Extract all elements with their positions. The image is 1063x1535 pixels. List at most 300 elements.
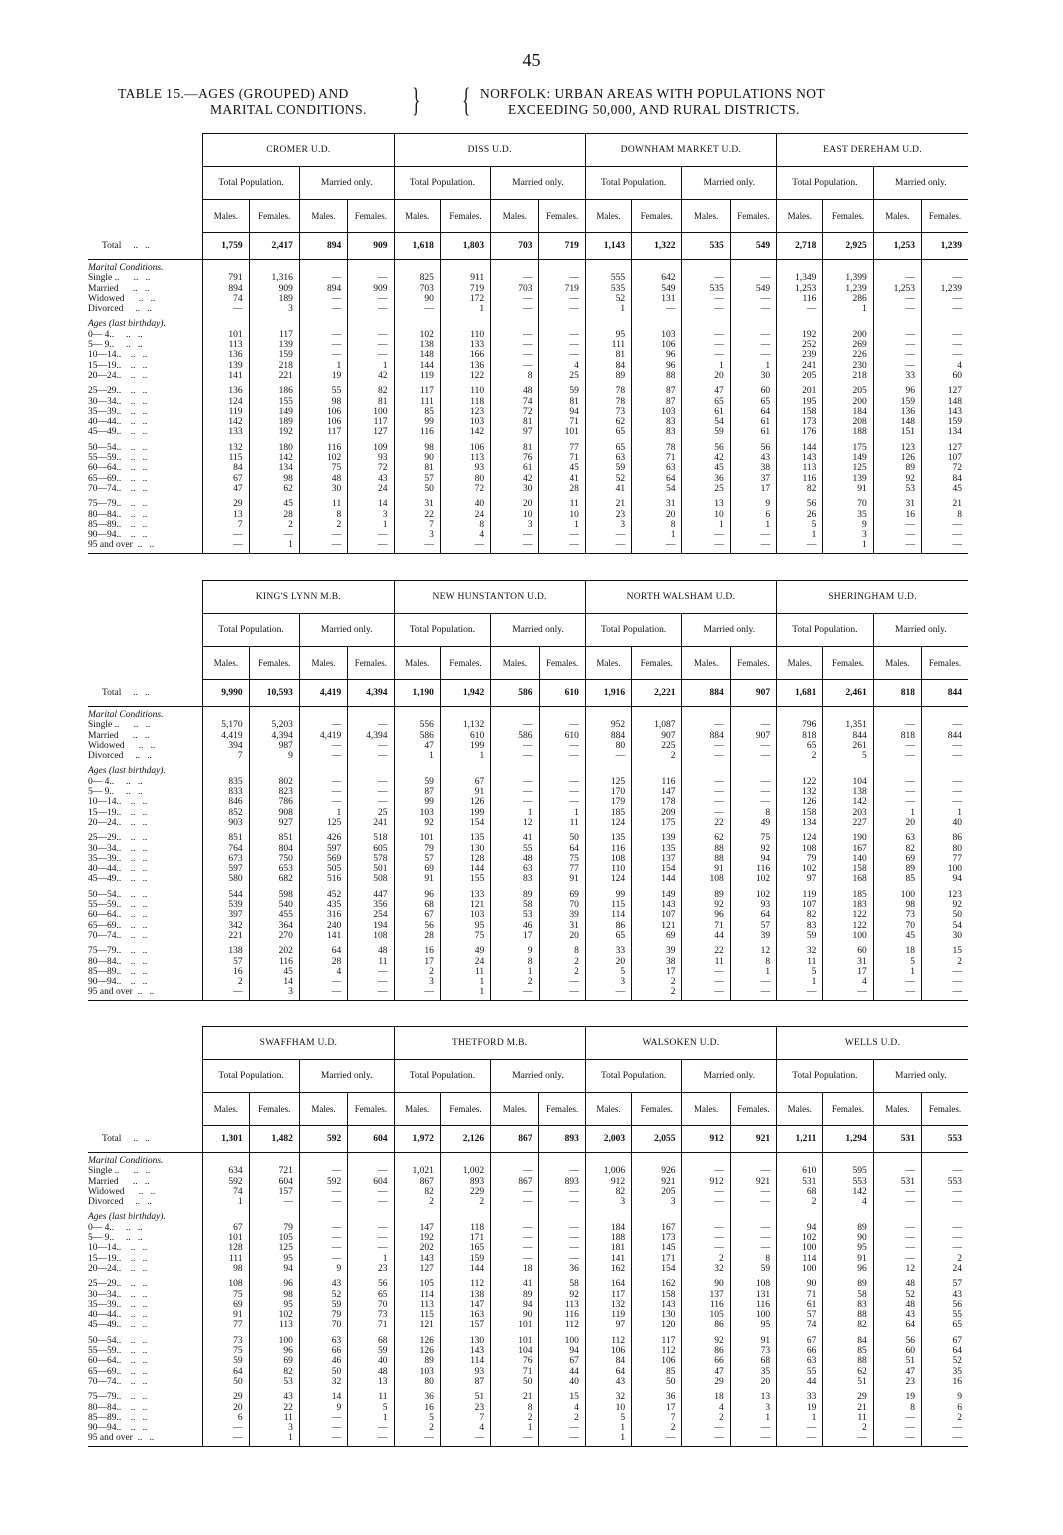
- value-cell: 116: [279, 956, 293, 967]
- value-cell: 447: [373, 889, 388, 900]
- value-cell: 64: [952, 1346, 962, 1357]
- value-cell: 67: [233, 473, 243, 484]
- value-cell-stack: [682, 383, 730, 439]
- value-cell: 48: [378, 1366, 388, 1377]
- value-cell: 155: [278, 396, 293, 407]
- value-cell: 70: [569, 900, 579, 911]
- value-cell: 5: [811, 966, 817, 977]
- total-population-header: Total Population.: [585, 1060, 682, 1093]
- value-cell-stack: [249, 943, 299, 1000]
- value-cell: 93: [474, 463, 485, 474]
- males-header: Males.: [299, 200, 347, 233]
- value-cell-stack: [203, 440, 249, 496]
- value-cell: 113: [419, 1299, 434, 1310]
- value-cell: 81: [424, 463, 434, 474]
- females-header: Females.: [539, 200, 585, 233]
- value-cell: —: [283, 530, 293, 541]
- females-header: Females.: [539, 647, 585, 680]
- value-cell-stack: [394, 316, 440, 383]
- value-cell-stack: [249, 1389, 299, 1446]
- value-cell: —: [905, 1433, 915, 1444]
- value-cell: 1: [811, 977, 817, 988]
- value-cell: 1: [336, 807, 342, 818]
- value-cell-stack: [440, 1389, 490, 1446]
- value-cell-stack: [440, 1153, 490, 1210]
- row-label: 80—84.. .. ..: [88, 1402, 148, 1413]
- value-cell: 64: [665, 473, 676, 484]
- value-cell: 578: [373, 853, 388, 864]
- value-cell: 25: [569, 370, 579, 381]
- value-cell-stack: [873, 440, 921, 496]
- value-cell-stack: [491, 440, 539, 496]
- value-cell-stack: [491, 943, 539, 1000]
- value-cell: 62: [857, 1366, 867, 1377]
- value-cell-stack: [249, 260, 299, 317]
- value-cell: 227: [852, 817, 867, 828]
- value-cell: 144: [419, 360, 434, 371]
- value-cell: 33: [905, 370, 916, 381]
- row-label-group: [88, 1209, 203, 1276]
- value-cell: 148: [419, 350, 434, 361]
- value-cell-stack: [922, 763, 968, 830]
- value-cell: 64: [615, 1366, 626, 1377]
- males-header: Males.: [585, 647, 631, 680]
- value-cell-stack: [777, 440, 823, 496]
- spacer: [777, 1156, 816, 1166]
- value-cell: —: [378, 1423, 388, 1434]
- row-label: 20—24.. .. ..: [88, 817, 148, 828]
- females-header: Females.: [249, 1093, 299, 1126]
- value-cell-stack: [730, 1153, 776, 1210]
- spacer: [682, 319, 723, 329]
- value-cell: 21: [952, 499, 962, 510]
- spacer: [348, 710, 387, 720]
- value-cell: 47: [714, 386, 724, 397]
- value-cell: 56: [424, 920, 434, 931]
- value-cell: —: [952, 350, 962, 361]
- value-cell-stack: [394, 496, 440, 553]
- value-cell: —: [714, 797, 724, 808]
- value-cell: —: [523, 787, 533, 798]
- value-cell: 61: [760, 427, 771, 438]
- total-row: [88, 680, 968, 707]
- row-label-group: [88, 707, 203, 764]
- value-cell: 62: [283, 483, 293, 494]
- value-cell: 82: [424, 1186, 434, 1197]
- spacer: [203, 766, 242, 776]
- spacer: [395, 1212, 434, 1222]
- value-cell: —: [569, 273, 579, 284]
- value-cell-stack: [632, 1276, 682, 1332]
- total-cell: 10,593: [249, 680, 299, 707]
- total-population-header: Total Population.: [394, 1060, 491, 1093]
- spacer: [539, 1212, 578, 1222]
- value-cell: 148: [900, 417, 916, 428]
- value-cell: 55: [952, 1310, 962, 1321]
- row-label: 60—64.. .. ..: [88, 463, 148, 474]
- spacer: [632, 319, 675, 329]
- value-cell: 5: [620, 966, 626, 977]
- married-only-header: Married only.: [491, 614, 586, 647]
- value-cell: 426: [326, 833, 342, 844]
- row-label: 35—39.. .. ..: [88, 406, 148, 417]
- row-label: Single .. .. ..: [88, 1166, 151, 1177]
- value-cell: 89: [857, 1279, 867, 1290]
- value-cell: 117: [327, 427, 342, 438]
- value-cell: 11: [807, 956, 817, 967]
- value-cell: 122: [469, 370, 485, 381]
- value-cell: 50: [424, 483, 434, 494]
- row-label: 70—74.. .. ..: [88, 1376, 148, 1387]
- value-cell: 43: [283, 1392, 293, 1403]
- value-cell: 96: [857, 1263, 867, 1274]
- value-cell: 254: [373, 910, 388, 921]
- value-cell: 394: [228, 740, 243, 751]
- value-cell: 88: [665, 370, 676, 381]
- value-cell: 142: [852, 797, 867, 808]
- value-cell: 126: [900, 453, 916, 464]
- value-cell: 53: [905, 483, 916, 494]
- value-cell: 4: [861, 977, 867, 988]
- value-cell-stack: [922, 440, 968, 496]
- value-cell-stack: [440, 496, 490, 553]
- value-cell: 45: [905, 930, 916, 941]
- value-cell: 55: [523, 843, 533, 854]
- value-cell-stack: [394, 440, 440, 496]
- value-cell: 102: [326, 453, 342, 464]
- value-cell: —: [569, 720, 579, 731]
- value-cell: 70: [331, 1320, 342, 1331]
- value-cell-stack: [585, 763, 631, 830]
- spacer: [777, 766, 816, 776]
- value-cell: 79: [331, 1310, 342, 1321]
- value-cell: 29: [857, 1392, 867, 1403]
- males-header: Males.: [777, 647, 823, 680]
- row-label: 30—34.. .. ..: [88, 843, 148, 854]
- value-cell: 912: [610, 1176, 626, 1187]
- value-cell: 120: [661, 1320, 676, 1331]
- value-cell-stack: [823, 440, 873, 496]
- value-cell-stack: [539, 260, 585, 317]
- value-cell: 10: [569, 509, 579, 520]
- value-cell: 3: [861, 530, 867, 541]
- value-cell: 113: [470, 453, 485, 464]
- population-header-row: [88, 614, 968, 647]
- spacer: [823, 1156, 866, 1166]
- value-cell: —: [523, 740, 533, 751]
- value-cell: 100: [755, 1310, 771, 1321]
- value-cell: 95: [283, 1253, 293, 1264]
- row-label: Widowed .. ..: [88, 293, 156, 304]
- value-cell: 57: [806, 1310, 817, 1321]
- value-cell: 909: [278, 283, 293, 294]
- value-cell: 20: [522, 499, 533, 510]
- value-cell: —: [233, 530, 243, 541]
- value-cell: 106: [326, 406, 342, 417]
- value-cell: 269: [852, 340, 867, 351]
- row-label: 65—69.. .. ..: [88, 1366, 148, 1377]
- value-cell: —: [569, 1423, 579, 1434]
- value-cell: 1,399: [845, 273, 867, 284]
- value-cell: 117: [611, 1289, 626, 1300]
- value-cell: —: [760, 540, 771, 551]
- value-cell: —: [905, 720, 916, 731]
- value-cell: 69: [233, 1299, 243, 1310]
- value-cell: 171: [469, 1233, 485, 1244]
- row-label: 80—84.. .. ..: [88, 956, 148, 967]
- value-cell: 3: [620, 977, 626, 988]
- total-cell: 1,972: [394, 1126, 440, 1153]
- value-cell: 112: [661, 1346, 676, 1357]
- value-cell: 36: [424, 1392, 434, 1403]
- value-cell: 61: [714, 406, 724, 417]
- value-cell: 907: [661, 730, 676, 741]
- value-cell: 87: [665, 396, 676, 407]
- value-cell: 2: [811, 1197, 817, 1208]
- value-cell: 32: [806, 946, 817, 957]
- value-cell: 92: [760, 843, 771, 854]
- value-cell: 73: [905, 910, 916, 921]
- value-cell: 85: [905, 874, 916, 885]
- females-header: Females.: [440, 1093, 490, 1126]
- spacer: [300, 1156, 341, 1166]
- value-cell: 1,239: [845, 283, 867, 294]
- value-cell: 22: [424, 509, 434, 520]
- value-cell: 397: [228, 910, 243, 921]
- value-cell-stack: [682, 440, 730, 496]
- value-cell: 61: [522, 463, 533, 474]
- value-cell: 116: [611, 843, 626, 854]
- row-label: 0— 4.. .. ..: [88, 329, 143, 340]
- value-cell: —: [424, 987, 434, 998]
- value-cell: 31: [905, 499, 916, 510]
- value-cell: —: [857, 1433, 867, 1444]
- value-cell-stack: [440, 707, 490, 764]
- males-header: Males.: [777, 1093, 823, 1126]
- row-label: 60—64.. .. ..: [88, 1356, 148, 1367]
- value-cell: 908: [278, 807, 293, 818]
- row-label: 30—34.. .. ..: [88, 396, 148, 407]
- value-cell: 80: [615, 740, 626, 751]
- value-cell: 65: [615, 442, 626, 453]
- spacer: [682, 263, 723, 273]
- total-population-header: Total Population.: [203, 1060, 300, 1093]
- value-cell: 4,419: [319, 730, 342, 741]
- value-cell: —: [952, 530, 962, 541]
- value-cell: —: [714, 540, 724, 551]
- spacer: [491, 710, 532, 720]
- row-label: 75—79.. .. ..: [88, 499, 148, 510]
- value-cell: 8: [527, 1402, 533, 1413]
- table-block-2: [88, 580, 968, 1001]
- spacer: [586, 766, 625, 776]
- value-cell: —: [905, 360, 916, 371]
- spacer: [491, 1156, 532, 1166]
- value-cell: 188: [852, 427, 867, 438]
- value-cell: —: [378, 751, 388, 762]
- value-cell: 952: [610, 720, 626, 731]
- title-brace-left: {: [462, 82, 471, 119]
- value-cell: 145: [661, 1243, 676, 1254]
- value-cell: 71: [569, 453, 579, 464]
- value-cell: 2: [527, 1412, 533, 1423]
- row-label: 90—94.. .. ..: [88, 977, 148, 988]
- value-cell: —: [378, 1197, 388, 1208]
- value-cell: 11: [569, 817, 579, 828]
- value-cell-stack: [203, 1276, 249, 1332]
- value-cell: 88: [857, 1356, 867, 1367]
- value-cell: 40: [378, 1356, 388, 1367]
- females-header: Females.: [539, 1093, 585, 1126]
- value-cell: 30: [522, 483, 533, 494]
- value-cell: 61: [806, 1299, 817, 1310]
- value-cell: 91: [233, 1310, 243, 1321]
- value-cell: 20: [714, 370, 724, 381]
- value-cell: —: [905, 329, 916, 340]
- females-header: Females.: [632, 200, 682, 233]
- row-label: 70—74.. .. ..: [88, 930, 148, 941]
- population-header-row: [88, 1060, 968, 1093]
- total-cell: 1,322: [632, 233, 682, 260]
- value-cell-stack: [632, 707, 682, 764]
- value-cell: 90: [857, 1233, 867, 1244]
- value-cell: —: [378, 1222, 388, 1233]
- value-cell: 23: [378, 1263, 388, 1274]
- value-cell: 52: [615, 473, 626, 484]
- value-cell: —: [905, 1243, 915, 1254]
- value-cell: 82: [806, 483, 817, 494]
- spacer: [874, 263, 915, 273]
- value-cell: 1: [574, 807, 579, 818]
- value-cell: 95: [474, 920, 485, 931]
- value-cell: 105: [419, 1279, 434, 1290]
- value-cell-stack: [873, 316, 921, 383]
- value-cell: 9: [336, 1402, 342, 1413]
- district-name: SWAFFHAM U.D.: [203, 1027, 394, 1060]
- value-cell-stack: [440, 440, 490, 496]
- value-cell: 133: [228, 427, 243, 438]
- total-cell: 2,126: [440, 1126, 490, 1153]
- value-cell: 163: [469, 1310, 485, 1321]
- value-cell: 125: [326, 817, 342, 828]
- value-cell: 71: [378, 1320, 388, 1331]
- value-cell: —: [331, 1412, 342, 1423]
- value-cell: 750: [278, 853, 293, 864]
- value-cell: 8: [479, 519, 485, 530]
- value-cell: 17: [424, 956, 434, 967]
- value-cell: 154: [469, 817, 485, 828]
- value-cell: 70: [378, 1299, 388, 1310]
- value-cell: 19: [331, 370, 342, 381]
- value-cell: 3: [382, 509, 388, 520]
- spacer: [632, 710, 675, 720]
- spacer: [395, 766, 434, 776]
- value-cell: —: [665, 540, 676, 551]
- value-cell: 11: [857, 1412, 867, 1423]
- section-heading: Ages (last birthday).: [88, 1212, 166, 1223]
- value-cell: 13: [760, 1392, 771, 1403]
- value-cell: 316: [326, 910, 342, 921]
- value-cell: —: [760, 273, 771, 284]
- spacer: [395, 710, 434, 720]
- row-label: 5— 9.. .. ..: [88, 1233, 143, 1244]
- value-cell: 791: [228, 273, 243, 284]
- value-cell: 125: [852, 463, 867, 474]
- value-cell: 158: [661, 1289, 676, 1300]
- value-cell: 139: [278, 340, 293, 351]
- value-cell: 99: [615, 889, 626, 900]
- spacer: [874, 1156, 915, 1166]
- spacer: [682, 1156, 723, 1166]
- value-cell: 128: [228, 1243, 243, 1254]
- value-cell: 98: [283, 1289, 293, 1300]
- value-cell-stack: [777, 1333, 823, 1389]
- value-cell: 73: [233, 1335, 243, 1346]
- row-label: Total .. ..: [88, 233, 203, 260]
- value-cell: 148: [947, 396, 962, 407]
- value-cell: 106: [610, 1346, 626, 1357]
- value-cell: 72: [378, 463, 388, 474]
- value-cell: —: [233, 1423, 243, 1434]
- value-cell: 164: [610, 1279, 626, 1290]
- value-cell: 142: [852, 1186, 867, 1197]
- value-cell-stack: [873, 383, 921, 439]
- value-cell-stack: [203, 260, 249, 317]
- value-cell: 76: [522, 453, 533, 464]
- value-cell: 36: [569, 1263, 579, 1274]
- spacer: [441, 1156, 484, 1166]
- value-cell: —: [714, 530, 724, 541]
- value-cell: 9: [336, 1263, 342, 1274]
- value-cell: 124: [610, 817, 626, 828]
- row-label: Divorced .. ..: [88, 304, 152, 315]
- value-cell: 43: [378, 473, 388, 484]
- district-name: NEW HUNSTANTON U.D.: [394, 581, 585, 614]
- value-cell: 102: [419, 329, 434, 340]
- value-cell: 19: [806, 1402, 817, 1413]
- value-cell: 119: [228, 406, 243, 417]
- age-group-2: [88, 830, 968, 886]
- total-cell: 4,394: [348, 680, 394, 707]
- value-cell: 68: [424, 900, 434, 911]
- married-only-header: Married only.: [682, 614, 777, 647]
- value-cell-stack: [299, 887, 347, 943]
- value-cell: —: [952, 977, 962, 988]
- value-cell: 37: [760, 473, 771, 484]
- value-cell-stack: [730, 383, 776, 439]
- value-cell-stack: [203, 316, 249, 383]
- value-cell: 844: [852, 730, 867, 741]
- value-cell-stack: [632, 316, 682, 383]
- married-only-header: Married only.: [873, 167, 968, 200]
- value-cell-stack: [585, 260, 631, 317]
- value-cell: 178: [661, 797, 676, 808]
- value-cell-stack: [823, 1389, 873, 1446]
- value-cell: 173: [661, 1233, 676, 1244]
- value-cell: 1: [382, 1253, 388, 1264]
- value-cell: —: [615, 987, 626, 998]
- value-cell: —: [331, 1423, 342, 1434]
- value-cell: 65: [615, 427, 626, 438]
- value-cell: —: [760, 776, 771, 787]
- value-cell: 60: [760, 386, 771, 397]
- value-cell: —: [714, 720, 724, 731]
- district-name: NORTH WALSHAM U.D.: [585, 581, 776, 614]
- district-header-row: [88, 1027, 968, 1060]
- spacer: [586, 1156, 625, 1166]
- value-cell: 921: [661, 1176, 676, 1187]
- value-cell-stack: [730, 1389, 776, 1446]
